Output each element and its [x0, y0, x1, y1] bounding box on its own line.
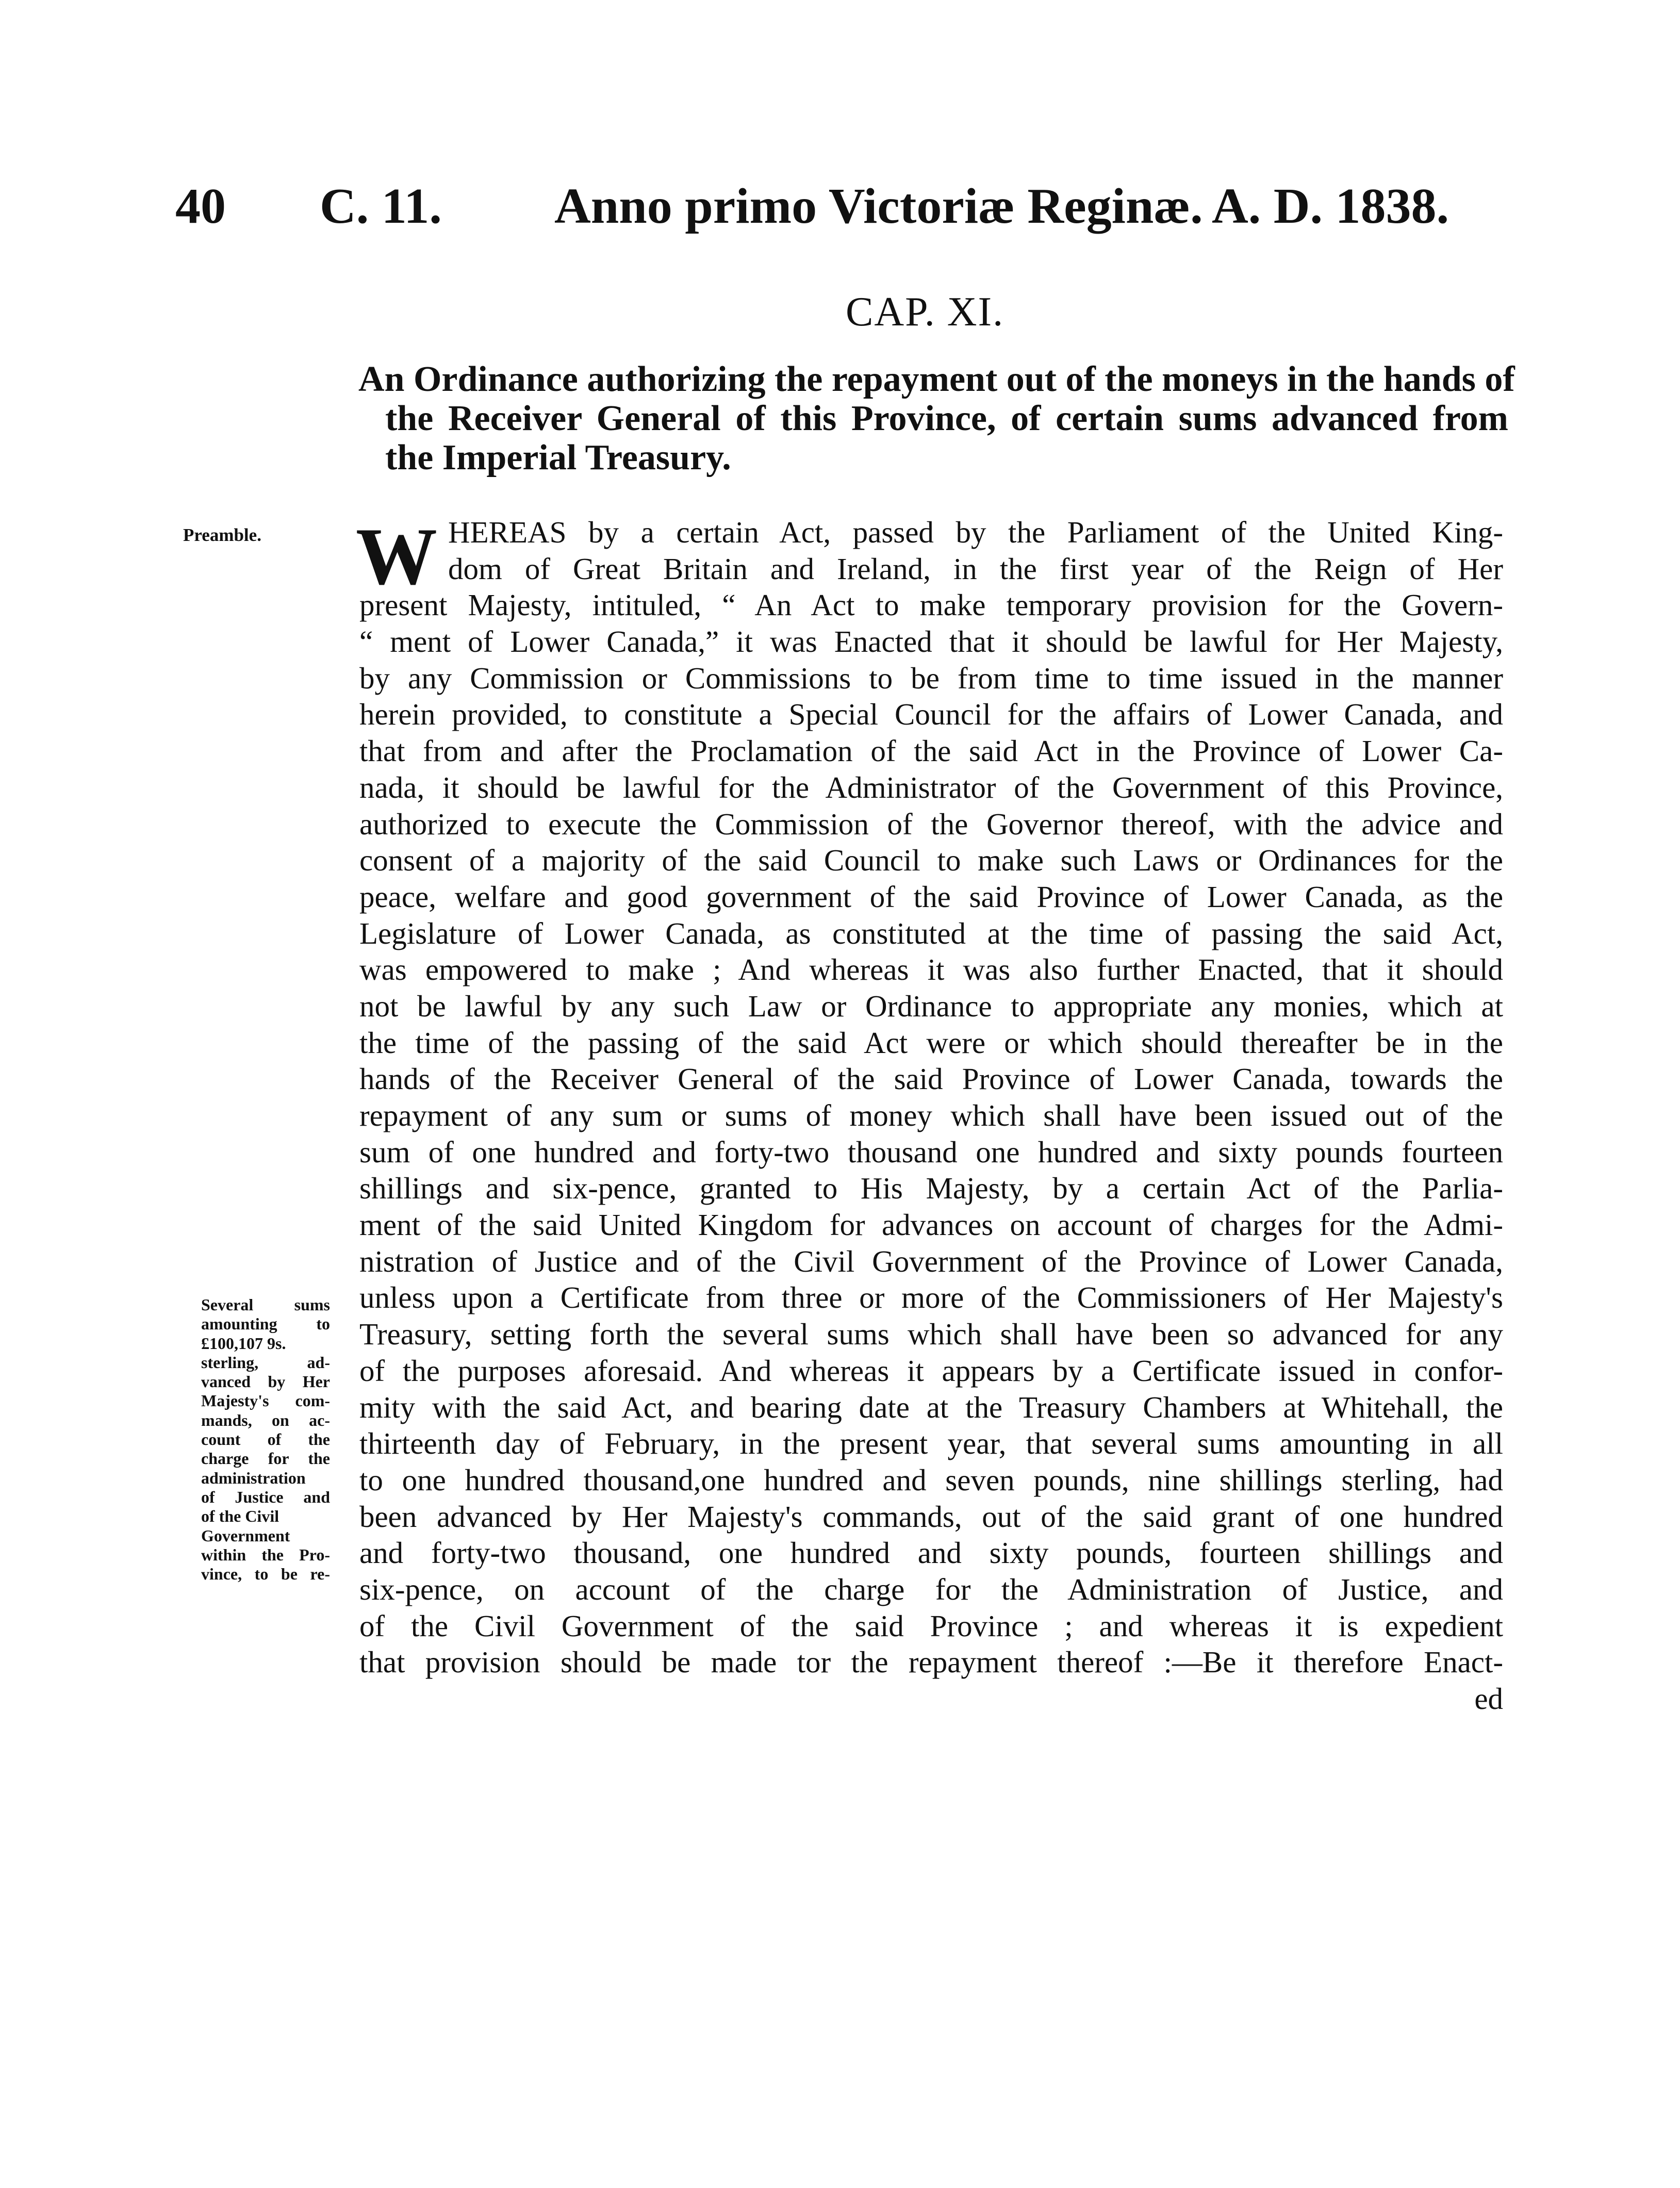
body-line: been advanced by Her Majesty's commands, out of the said grant of one hundred — [359, 1499, 1503, 1534]
body-line: herein provided, to constitute a Special Council for the affairs of Lower Canada, and — [359, 697, 1503, 732]
preamble-body — [359, 514, 1503, 1717]
margin-note-line: of the Civil — [201, 1507, 279, 1526]
margin-note-line: mands, on ac- — [201, 1410, 330, 1429]
body-line: hands of the Receiver General of the said Province of Lower Canada, towards the — [359, 1062, 1503, 1096]
margin-note-line: £100,107 9s. — [201, 1334, 286, 1353]
page-number: 40 — [175, 178, 226, 234]
body-line: dom of Great Britain and Ireland, in the first year of the Reign of Her — [448, 551, 1503, 586]
body-line: ment of the said United Kingdom for advances on account of charges for the Admi- — [359, 1208, 1503, 1242]
margin-note-line: within the Pro- — [201, 1545, 330, 1564]
body-line: nistration of Justice and of the Civil Government of the Province of Lower Canada, — [359, 1244, 1503, 1278]
body-line: sum of one hundred and forty-two thousand one hundred and sixty pounds fourteen — [359, 1134, 1503, 1169]
running-title: Anno primo Victoriæ Reginæ. — [554, 178, 1203, 234]
body-line: mity with the said Act, and bearing date at the Treasury Chambers at Whitehall, the — [359, 1390, 1503, 1424]
body-line: “ ment of Lower Canada,” it was Enacted that it should be lawful for Her Majesty, — [359, 624, 1503, 659]
year: A. D. 1838. — [1212, 178, 1450, 234]
margin-note-line: vince, to be re- — [201, 1565, 330, 1584]
title-line: the Receiver General of this Province, of certain sums advanced from — [385, 399, 1508, 438]
body-line: repayment of any sum or sums of money which shall have been issued out of the — [359, 1098, 1503, 1132]
body-line: that provision should be made tor the repayment thereof :—Be it therefore Enact- — [359, 1645, 1503, 1680]
drop-cap: W — [356, 512, 437, 602]
body-line: was empowered to make ; And whereas it was also further Enacted, that it should — [359, 952, 1503, 987]
margin-note-line: sterling, ad- — [201, 1353, 330, 1372]
preamble-margin-note: Preamble. — [183, 525, 261, 545]
margin-note-line: vanced by Her — [201, 1372, 330, 1391]
body-line: Treasury, setting forth the several sums which shall have been so advanced for any — [359, 1317, 1503, 1352]
ordinance-title — [358, 359, 1515, 478]
margin-note-line: of Justice and — [201, 1487, 330, 1506]
running-head — [175, 175, 1506, 237]
body-line: authorized to execute the Commission of the Governor thereof, with the advice and — [359, 807, 1503, 841]
body-line: six-pence, on account of the charge for the Administration of Justice, and — [359, 1572, 1503, 1606]
body-line: that from and after the Proclamation of the said Act in the Province of Lower Ca- — [359, 734, 1503, 768]
body-line: Legislature of Lower Canada, as constituted at the time of passing the said Act, — [359, 916, 1503, 950]
margin-note-line: Government — [201, 1526, 290, 1545]
margin-note-line: administration — [201, 1468, 306, 1487]
chapter-number: C. 11. — [320, 178, 442, 234]
margin-note-line: Majesty's com- — [201, 1391, 330, 1410]
body-line: consent of a majority of the said Council to make such Laws or Ordinances for the — [359, 843, 1503, 878]
title-line: the Imperial Treasury. — [385, 438, 731, 478]
body-line: present Majesty, intituled, “ An Act to make temporary provision for the Govern- — [359, 588, 1503, 622]
body-line: to one hundred thousand,one hundred and seven pounds, nine shillings sterling, had — [359, 1462, 1503, 1497]
body-line: peace, welfare and good government of the said Province of Lower Canada, as the — [359, 879, 1503, 914]
margin-note-line: charge for the — [201, 1449, 330, 1468]
several-sums-margin-note — [201, 1295, 330, 1584]
body-line: the time of the passing of the said Act were or which should thereafter be in the — [359, 1025, 1503, 1060]
body-line: nada, it should be lawful for the Administrator of the Government of this Province, — [359, 770, 1503, 804]
body-line: of the purposes aforesaid. And whereas it appears by a Certificate issued in confor- — [359, 1353, 1503, 1388]
body-line: of the Civil Government of the said Province ; and whereas it is expedient — [359, 1608, 1503, 1643]
body-line: shillings and six-pence, granted to His Majesty, by a certain Act of the Parlia- — [359, 1171, 1503, 1206]
body-line: HEREAS by a certain Act, passed by the Parliament of the United King- — [448, 515, 1503, 549]
margin-note-line: Several sums — [201, 1295, 330, 1314]
margin-note-line: count of the — [201, 1430, 330, 1449]
body-line: by any Commission or Commissions to be from time to time issued in the manner — [359, 661, 1503, 695]
catchword: ed — [1474, 1682, 1503, 1716]
body-line: not be lawful by any such Law or Ordinance to appropriate any monies, which at — [359, 989, 1503, 1023]
body-line: unless upon a Certificate from three or more of the Commissioners of Her Majesty's — [359, 1280, 1503, 1315]
body-line: and forty-two thousand, one hundred and sixty pounds, fourteen shillings and — [359, 1536, 1503, 1570]
chapter-heading: CAP. XI. — [846, 289, 1004, 335]
body-line: thirteenth day of February, in the present year, that several sums amounting in all — [359, 1426, 1503, 1461]
title-line: An Ordinance authorizing the repayment out of the moneys in the hands of — [358, 359, 1515, 399]
margin-note-line: amounting to — [201, 1314, 330, 1334]
